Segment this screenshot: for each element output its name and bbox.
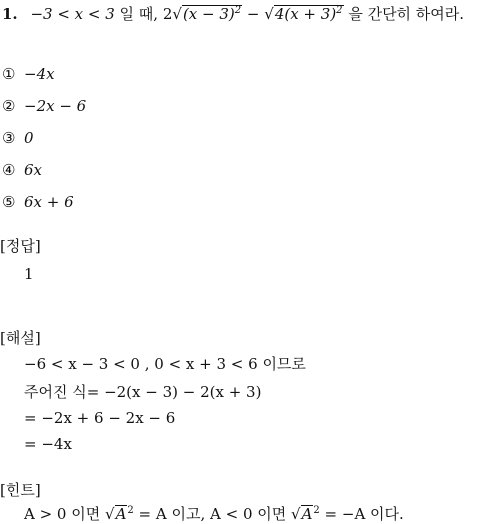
hint-radicand-2: A [301, 505, 313, 523]
choice-1[interactable] [2, 64, 55, 84]
explanation-line: = −4x [24, 435, 72, 453]
question-minus: − [242, 5, 265, 23]
explanation-line: −6 < x − 3 < 0 , 0 < x + 3 < 6 이므로 [24, 355, 306, 373]
sqrt-symbol: √ [105, 505, 115, 523]
answer-heading: [정답] [0, 237, 41, 255]
answer-value: 1 [24, 265, 34, 283]
question-stem [2, 4, 464, 24]
sqrt-symbol: √ [264, 5, 274, 23]
hint-exponent-2: 2 [313, 505, 320, 516]
radicand-1: $(x - 3)^2$ [182, 5, 242, 23]
choice-number: ① [2, 65, 16, 83]
choice-number: ⑤ [2, 193, 16, 211]
choice-number: ② [2, 97, 16, 115]
question-text-1: 일 때, 2 [114, 5, 173, 23]
choice-5[interactable] [2, 192, 74, 212]
choice-4[interactable] [2, 160, 42, 180]
explanation-line: 주어진 식= −2(x − 3) − 2(x + 3) [24, 383, 262, 401]
hint-radicand-1: A [115, 505, 127, 523]
question-text-2: 을 간단히 하여라. [343, 5, 465, 23]
hint-part-2: = A 이고, A < 0 이면 [133, 505, 291, 523]
choice-text: −2x − 6 [24, 97, 87, 115]
choice-number: ④ [2, 161, 16, 179]
question-condition: −3 < x < 3 [30, 5, 115, 23]
hint-exponent-1: 2 [127, 505, 134, 516]
hint-heading: [힌트] [0, 481, 41, 499]
choice-3[interactable] [2, 128, 34, 148]
choice-text: −4x [24, 65, 55, 83]
hint-text [24, 504, 404, 524]
radicand-2: $4(x + 3)^2$ [274, 5, 343, 23]
choice-2[interactable] [2, 96, 86, 116]
explanation-line: = −2x + 6 − 2x − 6 [24, 409, 176, 427]
explanation-heading: [해설] [0, 329, 41, 347]
choice-number: ③ [2, 129, 16, 147]
question-number: 1. [2, 5, 18, 23]
choice-text: 6x [24, 161, 43, 179]
choice-text: 6x + 6 [24, 193, 74, 211]
sqrt-symbol: √ [291, 505, 301, 523]
sqrt-symbol: √ [172, 5, 182, 23]
hint-part-1: A > 0 이면 [24, 505, 105, 523]
hint-part-3: = −A 이다. [319, 505, 404, 523]
choice-text: 0 [24, 129, 34, 147]
